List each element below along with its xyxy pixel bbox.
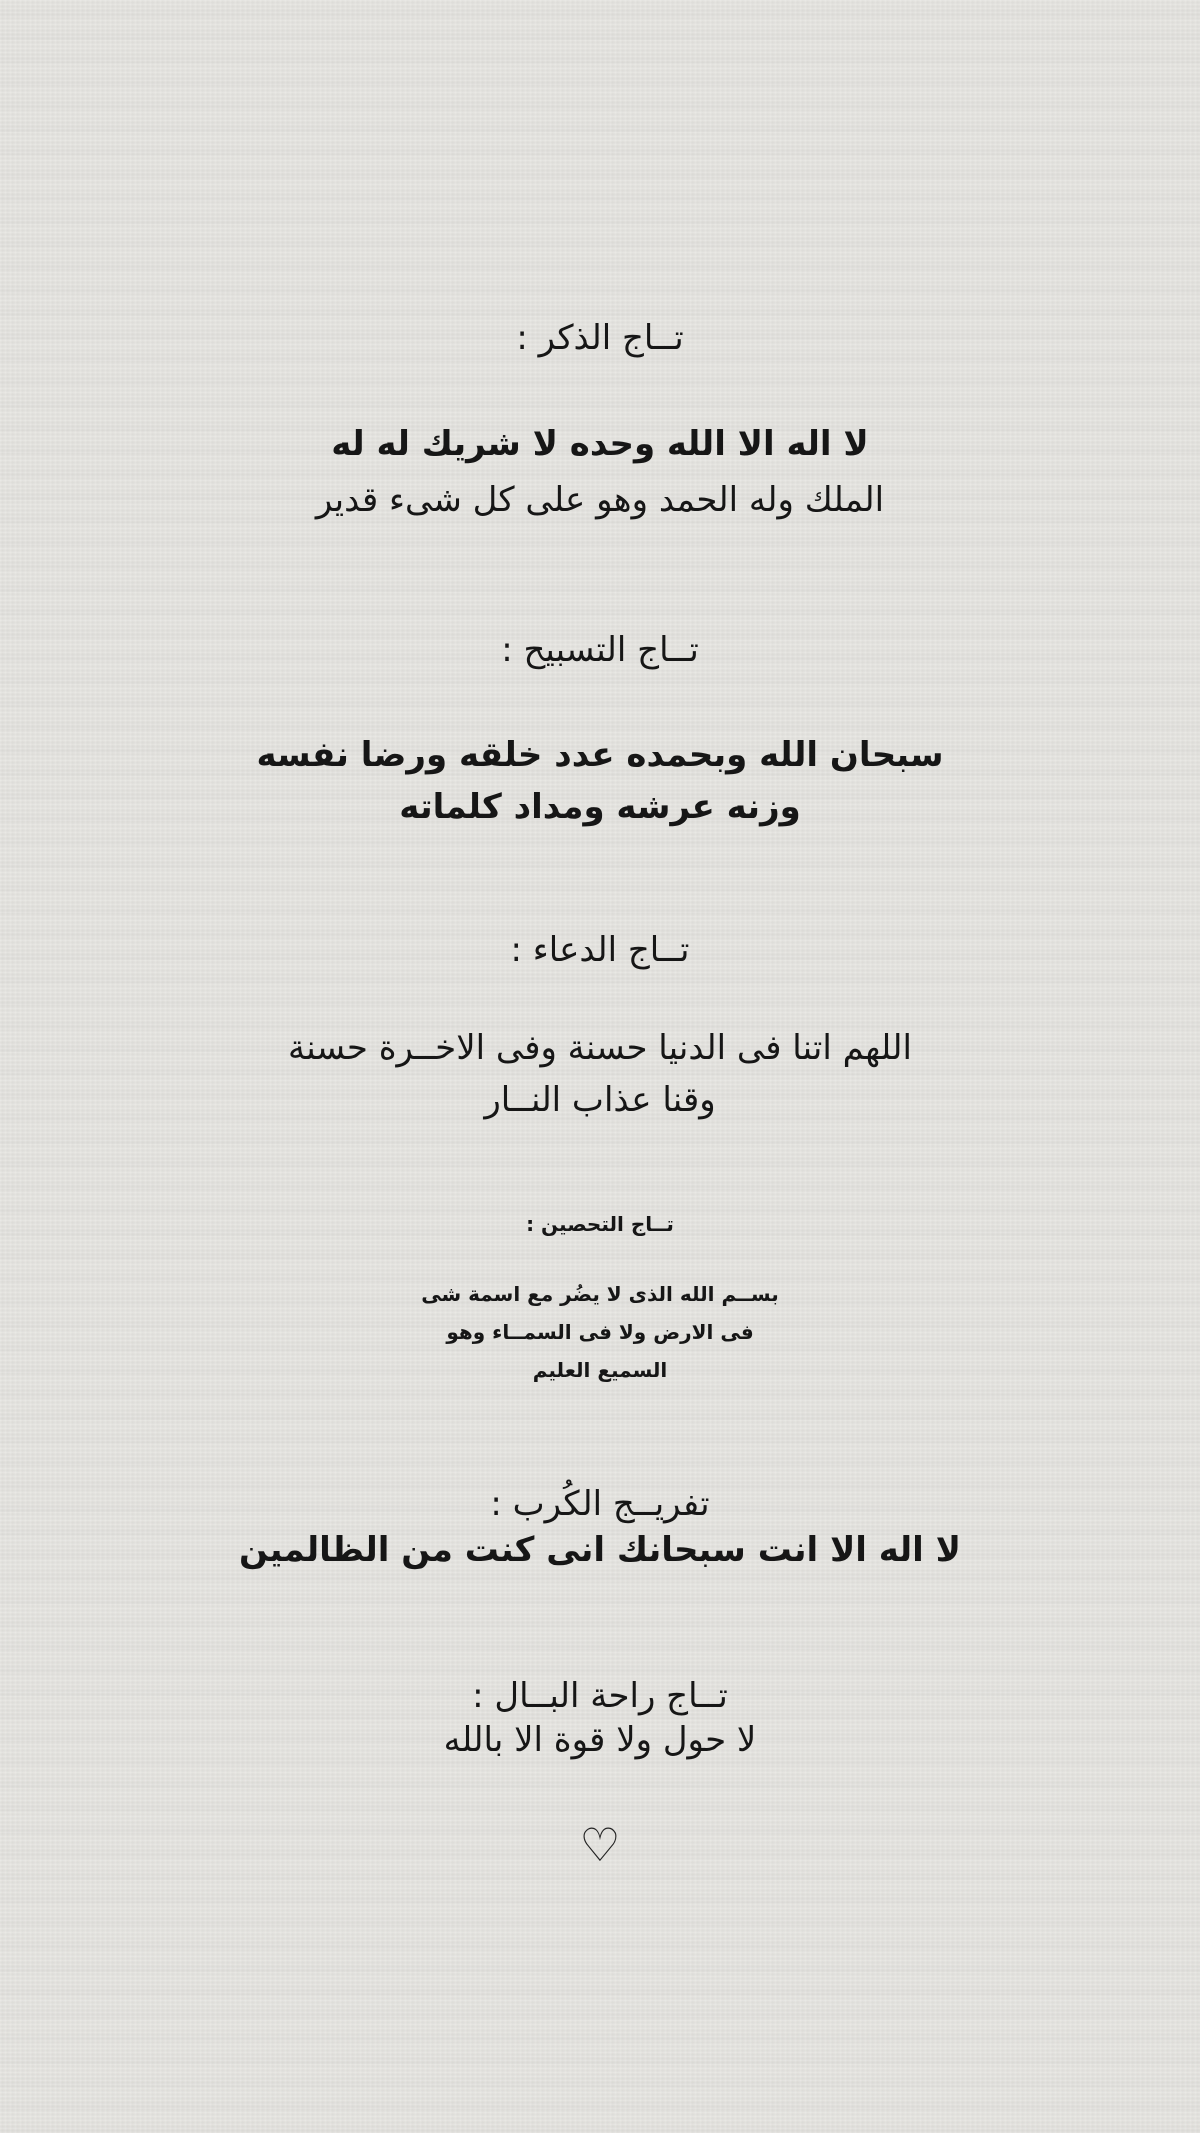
dua-line-1: اللهم اتنا فى الدنيا حسنة وفى الاخــرة حسنة — [288, 1028, 912, 1068]
tahseen-line-2: فى الارض ولا فى السمــاء وهو — [446, 1320, 754, 1344]
dhikr-title: تــاج الذكر : — [516, 318, 684, 358]
tasbih-title: تــاج التسبيح : — [501, 630, 699, 670]
dua-line-2: وقنا عذاب النــار — [484, 1080, 716, 1120]
dhikr-line-2: الملك وله الحمد وهو على كل شىء قدير — [315, 480, 885, 520]
tahseen-title: تــاج التحصين : — [526, 1212, 674, 1236]
tasbih-line-1: سبحان الله وبحمده عدد خلقه ورضا نفسه — [256, 735, 944, 775]
tasbih-line-2: وزنه عرشه ومداد كلماته — [399, 787, 801, 827]
raha-title: تــاج راحة البــال : — [472, 1676, 728, 1716]
tahseen-line-1: بســم الله الذى لا يضُر مع اسمة شى — [421, 1282, 779, 1306]
karb-title: تفريــج الكُرب : — [490, 1484, 710, 1524]
dhikr-line-1: لا اله الا الله وحده لا شريك له له — [331, 424, 869, 464]
heart-outline-icon: ♡ — [579, 1818, 621, 1872]
raha-line-1: لا حول ولا قوة الا بالله — [443, 1720, 757, 1760]
karb-line-1: لا اله الا انت سبحانك انى كنت من الظالمين — [239, 1530, 961, 1570]
dua-title: تــاج الدعاء : — [510, 930, 690, 970]
tahseen-line-3: السميع العليم — [532, 1358, 668, 1382]
